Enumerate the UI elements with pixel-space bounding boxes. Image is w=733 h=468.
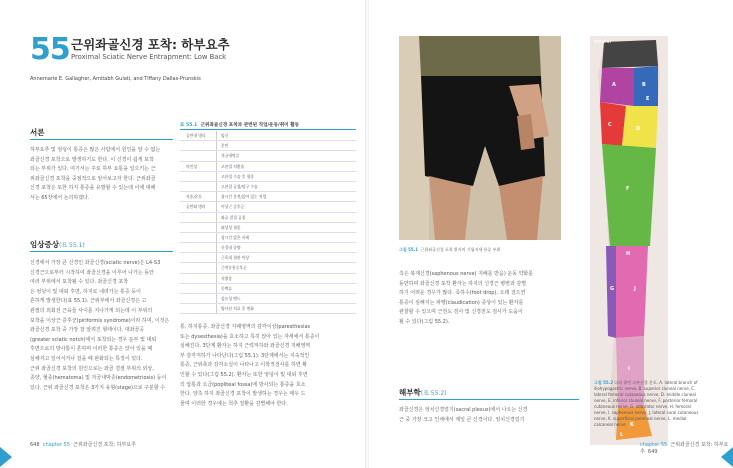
- figure-55-2-text: 다리 뒷면 피부신경 분포. A. lateral branch of iliohypogastric nerve, B. superior cluneal nerve, C. lateral femoral cutaneous nerve, D. middle cluneal nerve, E. inferior cluneal nerve, F. posterior femoral cutaneous nerve, G. obturator nerve, H. femoral nerve, I. saphenous nerve, J. lateral sural cutaneous nerve, K. superficial peroneal nerve, L. medial calcaneal nerve: [594, 380, 699, 427]
- text-line: 근위 좌골신경 포착의 원인으로는 좌골 결절 부위의 외상,: [30, 365, 154, 372]
- figure-55-1-text: 근위좌골신경 포착 환자의 기립자세 통증 부위: [420, 247, 501, 252]
- footer-left-page: 648: [30, 442, 40, 448]
- table-item: 좌골 결절 골절: [216, 213, 356, 222]
- page-gutter: [365, 0, 369, 468]
- table-category: [180, 294, 216, 303]
- anatomy-heading-ref: (표 55.2): [420, 390, 447, 397]
- table-category: [180, 182, 216, 191]
- text-line: 좌골신경 포착 중 가장 잘 알려진 형태이다. 대좌골공: [30, 327, 145, 334]
- table-row: [180, 192, 356, 202]
- table-title: [180, 122, 356, 130]
- table-row: [180, 284, 356, 294]
- text-line: 종양, 혈종(hematoma) 및 자궁내막증(endometriosis) 등이: [30, 375, 167, 382]
- text-line: 측은 복재신경(saphenous nerve) 지배를 받음) 운동 약화를: [399, 271, 534, 277]
- footer-left: [30, 441, 136, 448]
- intro-rule: [30, 139, 173, 140]
- table-item: 임신: [216, 131, 356, 140]
- table-category: [180, 213, 216, 222]
- mid-paragraph: [180, 323, 356, 409]
- text-line: 은 엉덩이 및 대퇴 후면, 하지로 내려가는 통증 등이: [30, 288, 141, 295]
- footer-left-tab: [0, 447, 12, 467]
- leg-region-label: E: [646, 96, 650, 102]
- anatomy-paragraph: [399, 406, 579, 425]
- intro-paragraph: [30, 146, 173, 204]
- table-item: 분만: [216, 141, 356, 150]
- table-category: [180, 304, 216, 313]
- footer-right-chapter: chapter 55: [640, 442, 668, 448]
- figure-55-1-label: 그림 55.1: [399, 247, 418, 252]
- table-body: [180, 131, 356, 314]
- text-line: 흔하게 발생한다(표 55.1). 근위부에서 좌골신경은 고: [30, 298, 147, 305]
- text-line: 포착을 이상근 증후군(piriformis syndrome)이라 하며, 이것은: [30, 317, 170, 324]
- table-item: 이상근 증후군: [216, 202, 356, 211]
- table-category: [180, 141, 216, 150]
- text-line: 관절의 외회전 근육들 사이를 지나가게 되는데 이 부위의: [30, 307, 153, 314]
- clinical-heading-text: 임상증상: [30, 240, 59, 249]
- leg-region-label: I: [628, 366, 630, 372]
- text-line: 하부요추 및 엉덩이 통증은 많은 사람에서 원인을 알 수 없는: [30, 147, 161, 153]
- table-row: [180, 213, 356, 223]
- table-category: [180, 233, 216, 242]
- text-line: 통증이 심해지는 파행(claudication) 증상이 있는 환자를: [399, 299, 524, 306]
- table-row: [180, 294, 356, 304]
- leg-region-label: C: [608, 122, 612, 128]
- leg-region-label: A: [612, 82, 616, 88]
- chapter-title-english: Proximal Sciatic Nerve Entrapment: Low Back: [71, 53, 227, 61]
- clinical-heading-ref: (표 55.1): [58, 242, 85, 249]
- text-line: (greater sciatic notch)에서 포착되는 경우 둔부 및 대퇴: [30, 336, 157, 343]
- table-category: [180, 284, 216, 293]
- text-line: 하기 어려운 경우가 많다. 족하수(foot drop), 오래 걸으면: [399, 290, 526, 297]
- table-item: 섬유성 밴드: [216, 294, 356, 303]
- text-line: 서는 65장에서 논의하겠다.: [30, 194, 90, 201]
- figure-55-1-photo: [399, 36, 561, 240]
- table-category: 직종/운동: [186, 194, 202, 200]
- table-row: [180, 233, 356, 243]
- table-row: [180, 172, 356, 182]
- text-line: 될 수 있다(그림 55.2).: [399, 318, 450, 325]
- clinical-paragraph: [30, 259, 173, 393]
- table-row: [180, 253, 356, 263]
- table-row: [180, 304, 356, 314]
- table-row: [180, 223, 356, 233]
- text-line: 통, 하지통증, 좌골신경 지배영역의 감각이상(paresthesias: [180, 324, 311, 330]
- table-item: 장시간 운전/앉아 있는 직업: [216, 192, 356, 201]
- chapter-authors: Annemarie E. Gallagher, Amitabh Gulati, and Tiffany Dallas-Prunskis: [30, 76, 201, 82]
- table-row: [180, 182, 356, 192]
- clinical-heading: [30, 239, 85, 250]
- figure-55-2-tag: medial: [594, 39, 611, 45]
- table-row: [180, 141, 356, 151]
- footer-left-title: 근위좌골신경 포착: 하부요추: [73, 442, 136, 448]
- chapter-title-korean: 근위좌골신경 포착: 하부요추: [71, 37, 230, 52]
- leg-region-label: J: [634, 286, 636, 292]
- text-line: 있다. 근위 좌골신경 포착은 3가지 유형(stage)으로 구분할 수: [30, 384, 166, 391]
- table-row: [180, 263, 356, 273]
- table-item: 근막동통증후군: [216, 263, 356, 272]
- text-line: 심해지고 일어서거나 걸을 때 완화되는 특징이 있다.: [30, 355, 143, 362]
- table-row: [180, 162, 356, 172]
- table-label: 표 55.1: [180, 123, 198, 128]
- text-line: 관찰할 수 있으며 근전도 검사 및 신경전도 검사가 도움이: [399, 309, 523, 316]
- table-item: 고관절 치환술: [216, 162, 356, 171]
- text-line: 좌골신경 포착으로 발생하기도 한다. 이 신경이 쉽게 포착: [30, 156, 154, 163]
- leg-region-label: D: [636, 126, 641, 132]
- footer-right-tab: [721, 447, 733, 467]
- text-line: 신경근으로부터 시작하여 좌골신경을 이루어 나가는 동안: [30, 269, 154, 276]
- table-category: 골반외 병리: [186, 204, 206, 210]
- table-row: [180, 243, 356, 253]
- table-row: [180, 151, 356, 161]
- figure-55-1-caption: [399, 247, 561, 253]
- clinical-rule: [30, 251, 173, 252]
- text-line: 한다. 양측 하지 좌골신경 포착이 발생하는 경우는 매우 드: [180, 391, 306, 398]
- anatomy-heading: [399, 387, 447, 398]
- table-category: [180, 274, 216, 283]
- table-55-1: [180, 122, 356, 314]
- table-caption: 근위좌골신경 포착과 관련된 직업/운동/취미 활동: [200, 123, 300, 128]
- table-item: 장시간 앉은 자세: [216, 233, 356, 242]
- text-line: 심해진다. 3단계 환자는 하지 근력저하와 좌골신경 지배영역: [180, 343, 311, 350]
- anatomy-heading-text: 해부학: [399, 388, 421, 397]
- table-item: 외상성 혈종: [216, 223, 356, 232]
- table-category: 의인성: [186, 163, 198, 169]
- figure-55-2-caption: [594, 380, 704, 428]
- anatomy-rule: [399, 399, 579, 400]
- figure-55-2-label: 그림 55.2: [594, 380, 613, 385]
- leg-region-label: F: [626, 186, 630, 192]
- footer-right: [640, 441, 733, 455]
- text-line: 신경 포착은 또한 하지 통증을 유발할 수 있는데 이에 대해: [30, 185, 156, 192]
- leg-region-label: L: [620, 432, 624, 438]
- leg-region-label: H: [626, 251, 631, 257]
- table-category: [180, 151, 216, 160]
- intro-heading: 서론: [30, 128, 45, 137]
- table-category: [180, 172, 216, 181]
- text-line: 근 중 가장 크고 인체에서 제일 큰 신경이다. 엉치신경얼기: [399, 416, 525, 423]
- table-item: 고관절 수술 후 혈종: [216, 172, 356, 181]
- text-line: 신경에서 가장 큰 신경인 좌골신경(sciatic nerve)은 L4-S3: [30, 260, 161, 266]
- chapter-number: 55: [30, 32, 70, 67]
- footer-right-page: 649: [648, 449, 658, 455]
- table-item: 지방종: [216, 274, 356, 283]
- table-item: 자궁내막증: [216, 151, 356, 160]
- text-line: 여러 부위에서 포착될 수 있다. 좌골신경 포착: [30, 279, 129, 286]
- text-line: 후면으로의 방사통이 흔하며 이러한 통증은 앉아 있을 때: [30, 346, 153, 353]
- leg-region-label: B: [642, 82, 646, 88]
- table-category: [180, 263, 216, 272]
- table-item: 신경내 종양: [216, 243, 356, 252]
- table-row: [180, 274, 356, 284]
- table-item: 고관절 골절/탈구 수술: [216, 182, 356, 191]
- text-line: 좌골신경은 엉치신경얼기(sacral plexus)에서 나오는 신경: [399, 407, 528, 413]
- leg-region-label: G: [610, 286, 615, 292]
- leg-region-label: K: [630, 422, 634, 428]
- text-line: 통증, 근위축과 감각소실이 나타나고 이학적검사를 하면 확: [180, 362, 308, 369]
- table-category: [180, 223, 216, 232]
- table-item: 동맥류: [216, 284, 356, 293]
- text-line: 또는 dysesthesia)을 호소하고 특히 앉아 있는 자세에서 통증이: [180, 333, 320, 340]
- footer-left-chapter: chapter 55: [42, 442, 70, 448]
- text-line: 되는 부위가 있다. 여기서는 주로 하부 요통을 일으키는 근: [30, 166, 156, 173]
- text-line: 부 감각저하가 나타난다(그림 55.1). 3단계에서는 지속적인: [180, 352, 310, 359]
- table-category: 골반내 병리: [186, 133, 206, 138]
- text-line: 인할 수 있다(그림 55.2). 환자는 또한 엉덩이 및 대퇴 후면: [180, 371, 308, 378]
- table-row: [180, 202, 356, 212]
- table-item: 방사선 치료 후 변화: [216, 304, 356, 313]
- table-item: 근육내 혈관 이상: [216, 253, 356, 262]
- table-category: [180, 253, 216, 262]
- text-line: 동반하며 좌골신경 포착 환자는 하지의 신경근 병변과 감별: [399, 280, 527, 287]
- text-line: 물며 이러한 경우에는 척추 질환을 감별해야 한다.: [180, 400, 288, 407]
- table-category: [180, 243, 216, 252]
- table-row: [180, 131, 356, 141]
- text-line: 위좌골신경 포착을 중점적으로 알아보고자 한다. 근위좌골: [30, 175, 156, 182]
- text-line: 의 압통과 오금(popliteal fossa)에 방사되는 통증을 호소: [180, 381, 306, 388]
- right-paragraph: [399, 270, 579, 328]
- footer-right-title: 근위좌골신경 포착: 하부요추: [640, 442, 729, 455]
